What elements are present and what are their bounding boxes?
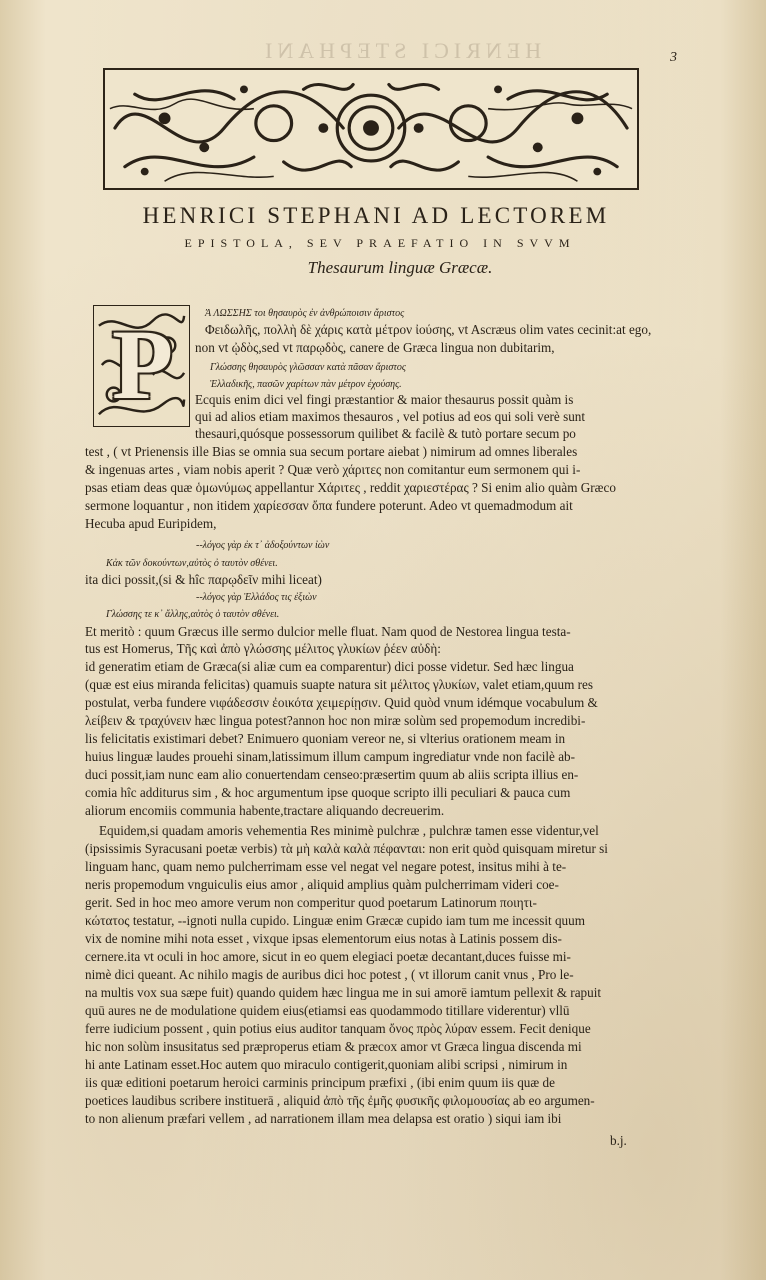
text-line: --λόγος γὰρ ἐκ τ᾽ ἀδοξούντων ἰὼν	[196, 540, 330, 551]
text-line: gerit. Sed in hoc meo amore verum non comperitur quod poetarum Latinorum ποιητι-	[85, 895, 537, 910]
text-line: aliorum encomiis communia habente,tractare aliquando decreuerim.	[85, 803, 445, 818]
text-line: tus est Homerus, Τῆς καὶ ἀπὸ γλώσσης μέλιτος γλυκίων ῥέεν αὐδὴ:	[85, 641, 441, 656]
text-line: Γλώσσης τε κ᾽ ἄλλης,αὐτὸς ὀ ταυτὸν σθένει.	[106, 609, 280, 620]
text-line: b.j.	[610, 1133, 627, 1148]
text-line: Ἑλλαδικῆς, πασῶν χαρίτων πὰν μέτρον ἐχούσης.	[210, 379, 402, 390]
text-line: linguam hanc, quam nemo pulcherrimam esse vel negat vel negare potest, insitus mihi à te-	[85, 859, 567, 874]
text-line: κώτατος testatur, --ignoti nulla cupido. Linguæ enim Græcæ cupido iam tum me incessit quum	[85, 913, 586, 928]
text-line: to non alienum præfari vellem , ad narrationem illam mea delapsa est oratio ) siqui iam ibi	[85, 1111, 562, 1126]
text-line: Et meritò : quum Græcus ille sermo dulcior melle fluat. Nam quod de Nestorea lingua testa-	[85, 624, 571, 639]
text-line: lis felicitatis existimari debet? Enimuero quoniam vereor ne, si vlterius orationem meam in	[85, 731, 566, 746]
text-line: Hecuba apud Euripidem,	[85, 516, 217, 531]
text-line: psas etiam deas quæ ὁμωνύμως appellantur Χάριτες , reddit χαριεστέρας ? Si enim alio quàm Græco	[85, 480, 616, 495]
text-line: & ingenuas artes , viam nobis aperit ? Quæ verò χάριτες non comitantur eum sermonem qui i-	[85, 462, 581, 477]
text-line: duci possit,iam nunc eam alio conuertendam censeo:præsertim quum ab aliis scripta illius en-	[85, 767, 579, 782]
text-line: vix de nomine mihi nota esset , vixque ipsas elementorum eius notas à Latinis possem dis-	[85, 931, 562, 946]
text-line: Equidem,si quadam amoris vehementia Res minimè pulchræ , pulchræ tamen esse videntur,vel	[99, 823, 599, 838]
text-line: (quæ est eius miranda felicitas) quamuis suapte natura sit μέλιτος γλυκίων, valet etiam,quum res	[85, 677, 594, 692]
text-line: ferre iudicium possent , quin potius eius auditor tanquam ὄνος πρὸς λύραν essem. Fecit denique	[85, 1021, 591, 1036]
text-line: (ipsissimis Syracusani poetæ verbis) τὰ μὴ καλὰ καλὰ πέφανται: non erit quòd quisquam miretur si	[85, 841, 608, 856]
text-line: Γλώσσης θησαυρὸς γλῶσσαν κατὰ πᾶσαν ἄριστος	[210, 362, 406, 373]
text-line: sermone loquantur , non itidem χαρίεσσαν ὄπα fundere poterunt. Adeo vt quemadmodum ait	[85, 498, 573, 513]
text-line: neris propemodum vnguiculis eius amor , aliquid amplius quàm pulcherrimam videri coe-	[85, 877, 559, 892]
text-line: Ecquis enim dici vel fingi præstantior & maior thesaurus possit quàm is	[195, 392, 574, 407]
woodcut-headpiece	[103, 68, 639, 190]
text-line: hic non solùm insusitatus sed præproperus etiam & præcox amor vt Græca lingua discenda mi	[85, 1039, 582, 1054]
text-line: nimè dici queant. Ac nihilo magis de auribus dici hoc potest , ( vt illorum canit vnus , Pro le-	[85, 967, 574, 982]
text-line: comia hîc additurus sim , & hoc argumentum ipse quoque scripto illi peculiari & pauca cum	[85, 785, 571, 800]
text-line: poetices laudibus scribere instituerā , aliquid ἀπὸ τῆς ἐμῆς φυσικῆς φιλομουσίας ab eo argumen-	[85, 1093, 595, 1108]
page-number: 3	[670, 50, 677, 65]
text-line: cernere.ita vt oculi in hoc amore, sicut in eo quem elegiaci poetæ decantant,duces fuisse mi-	[85, 949, 571, 964]
bleed-through-text: HENRICI STEPHANI	[260, 38, 542, 63]
text-line: hi ante Latinam esset.Hoc autem quo miraculo contigerit,quoniam alibi scripsi , nimirum in	[85, 1057, 568, 1072]
text-line: Φειδωλῆς, πολλὴ δὲ χάρις κατὰ μέτρον ἰούσης, vt Ascræus olim vates cecinit:at ego,	[205, 322, 652, 337]
text-line: iis quæ editioni poetarum heroici carminis principum præfixi , (ibi enim quum iis quæ de	[85, 1075, 555, 1090]
text-line: id generatim etiam de Græca(si aliæ cum ea comparentur) dici posse videtur. Sed hæc lingua	[85, 659, 574, 674]
text-line: huius linguæ laudes prouehi sinam,latissimum illum campum ingrediatur vnde non facilè ab-	[85, 749, 576, 764]
initial-letter: P	[112, 309, 174, 420]
text-line: quū aures ne de modulatione quidem eius(etiamsi eas quodammodo titillare viderentur) vllū	[85, 1003, 570, 1018]
text-line: test , ( vt Prienensis ille Bias se omnia sua secum portare aiebat ) nimirum ad omnes liberales	[85, 444, 578, 459]
text-line: qui ad alios etiam maximos thesauros , vel potius ad eos qui soli verè sunt	[195, 409, 586, 424]
text-line: non vt ᾠδὸς,sed vt παρῳδὸς, canere de Græca lingua non dubitarim,	[195, 340, 555, 355]
decorated-initial	[93, 305, 190, 427]
text-line: Κἀκ τῶν δοκούντων,αὐτὸς ὀ ταυτὸν σθένει.	[106, 558, 278, 569]
heading-line-3: Thesaurum linguæ Græcæ.	[307, 258, 493, 277]
text-line: --λόγος γὰρ Ἑλλάδος τις ἐξιὼν	[196, 592, 317, 603]
text-line: Ἀ ΛΩΣΣΗΣ τοι θησαυρὸς ἐν ἀνθρώποισιν ἄριστος	[205, 308, 405, 319]
text-line: ita dici possit,(si & hîc παρῳδεῖν mihi liceat)	[85, 572, 322, 587]
text-line: postulat, verba fundere νιφάδεσσιν ἐοικότα χειμερίῃσιν. Quid quòd vnum idémque vocabulum &	[85, 695, 598, 710]
heading-line-1: HENRICI STEPHANI AD LECTOREM	[142, 203, 610, 228]
heading-line-2: EPISTOLA, SEV PRAEFATIO IN SVVM	[184, 236, 576, 250]
text-line: na multis vox sua sæpe fuit) quando quidem hæc lingua me in sui amorē iamtum pellexit & rapuit	[85, 985, 602, 1000]
text-line: thesauri,quósque possessorum quilibet & facilè & tutò portare secum po	[195, 426, 576, 441]
headpiece-ornament-icon	[105, 70, 637, 188]
text-line: λείβειν & τραχύνειν hæc lingua potest?annon hoc non miræ solùm sed propemodum incredibi-	[85, 713, 586, 728]
